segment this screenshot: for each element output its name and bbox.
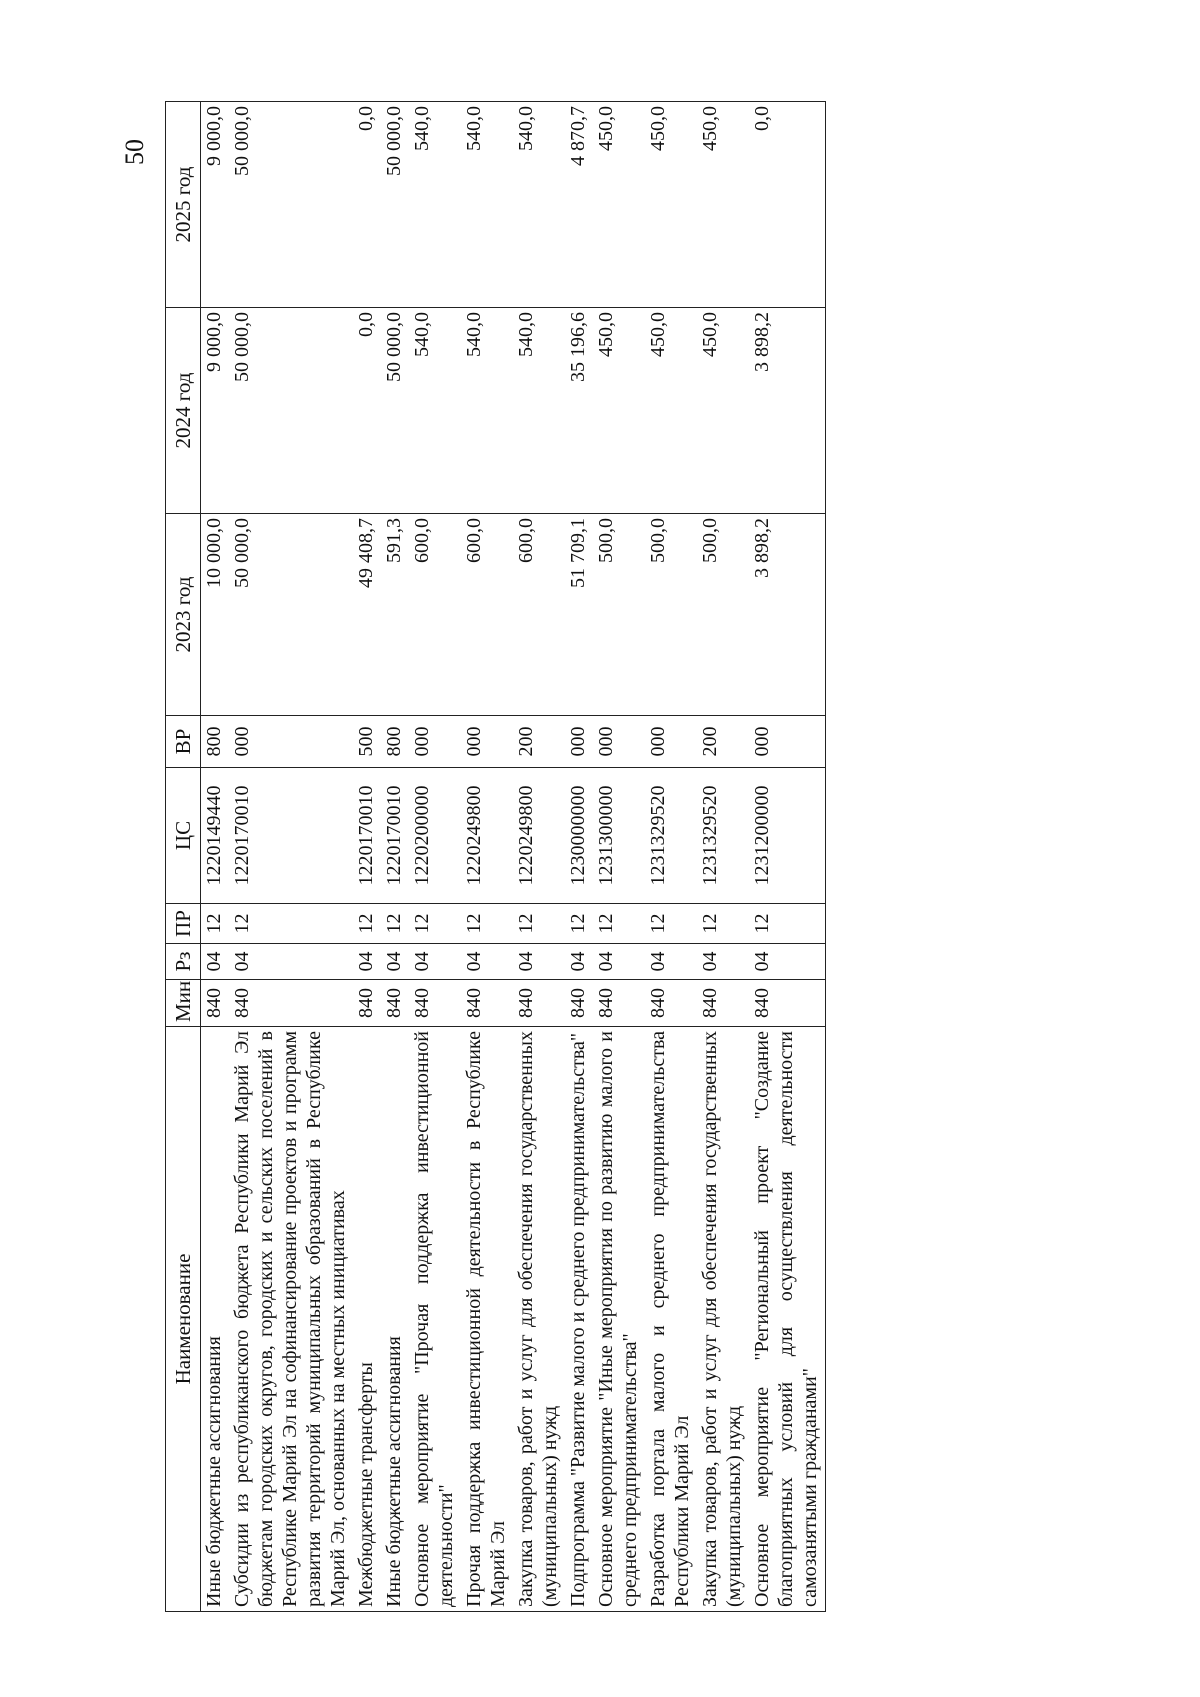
cell-rz: 04 xyxy=(645,944,697,980)
cell-2023: 3 898,2 xyxy=(749,514,826,716)
cell-2025: 9 000,0 xyxy=(201,102,230,308)
cell-2025: 0,0 xyxy=(353,102,381,308)
table-row xyxy=(201,102,230,1612)
cell-2023: 500,0 xyxy=(697,514,749,716)
cell-2025: 540,0 xyxy=(513,102,565,308)
cell-2024: 50 000,0 xyxy=(229,308,353,514)
cell-pr: 12 xyxy=(645,904,697,944)
cell-2024: 0,0 xyxy=(353,308,381,514)
cell-name: Субсидии из республиканского бюджета Республики Марий Эл бюджетам городских округов, городских и сельских поселений в Республике Марий Эл на софинансирование проектов и программ развития территорий муниципальных образований в Республике Марий Эл, основанных на местных инициативах xyxy=(229,1027,353,1612)
cell-2023: 50 000,0 xyxy=(229,514,353,716)
cell-vr: 500 xyxy=(353,716,381,768)
page-number: 50 xyxy=(120,139,149,165)
cell-pr: 12 xyxy=(749,904,826,944)
cell-rz: 04 xyxy=(353,944,381,980)
cell-2024: 50 000,0 xyxy=(381,308,409,514)
cell-min: 840 xyxy=(353,980,381,1027)
cell-min: 840 xyxy=(381,980,409,1027)
cell-rz: 04 xyxy=(409,944,461,980)
cell-rz: 04 xyxy=(749,944,826,980)
cell-rz: 04 xyxy=(229,944,353,980)
cell-vr: 800 xyxy=(381,716,409,768)
cell-pr: 12 xyxy=(513,904,565,944)
cell-vr: 000 xyxy=(229,716,353,768)
cell-pr: 12 xyxy=(461,904,513,944)
cell-2025: 450,0 xyxy=(697,102,749,308)
cell-pr: 12 xyxy=(409,904,461,944)
cell-name: Подпрограмма "Развитие малого и среднего предпринимательства" xyxy=(565,1027,593,1612)
cell-min: 840 xyxy=(565,980,593,1027)
cell-vr: 200 xyxy=(697,716,749,768)
table-row xyxy=(513,102,565,1612)
header-2025: 2025 год xyxy=(166,102,201,308)
table-row xyxy=(353,102,381,1612)
cell-2024: 450,0 xyxy=(697,308,749,514)
table-row xyxy=(593,102,645,1612)
cell-2025: 50 000,0 xyxy=(229,102,353,308)
cell-rz: 04 xyxy=(381,944,409,980)
cell-min: 840 xyxy=(749,980,826,1027)
cell-min: 840 xyxy=(513,980,565,1027)
cell-2024: 3 898,2 xyxy=(749,308,826,514)
header-2023: 2023 год xyxy=(166,514,201,716)
cell-min: 840 xyxy=(409,980,461,1027)
cell-2024: 540,0 xyxy=(461,308,513,514)
cell-2025: 4 870,7 xyxy=(565,102,593,308)
cell-2024: 540,0 xyxy=(513,308,565,514)
cell-name: Основное мероприятие "Региональный проект "Создание благоприятных условий для осуществления деятельности самозанятыми гражданами" xyxy=(749,1027,826,1612)
cell-min: 840 xyxy=(461,980,513,1027)
cell-vr: 800 xyxy=(201,716,230,768)
cell-min: 840 xyxy=(645,980,697,1027)
cell-2025: 50 000,0 xyxy=(381,102,409,308)
cell-2025: 450,0 xyxy=(645,102,697,308)
table-row xyxy=(749,102,826,1612)
table-row xyxy=(381,102,409,1612)
cell-2025: 450,0 xyxy=(593,102,645,308)
cell-name: Разработка портала малого и среднего предпринимательства Республики Марий Эл xyxy=(645,1027,697,1612)
cell-rz: 04 xyxy=(565,944,593,980)
cell-2025: 540,0 xyxy=(461,102,513,308)
cell-2023: 600,0 xyxy=(409,514,461,716)
header-rz: Рз xyxy=(166,944,201,980)
cell-pr: 12 xyxy=(353,904,381,944)
cell-2023: 10 000,0 xyxy=(201,514,230,716)
cell-cs: 1220200000 xyxy=(409,768,461,904)
cell-pr: 12 xyxy=(229,904,353,944)
cell-name: Закупка товаров, работ и услуг для обеспечения государственных (муниципальных) нужд xyxy=(513,1027,565,1612)
cell-name: Иные бюджетные ассигнования xyxy=(381,1027,409,1612)
cell-cs: 1220249800 xyxy=(461,768,513,904)
cell-2024: 9 000,0 xyxy=(201,308,230,514)
cell-pr: 12 xyxy=(593,904,645,944)
cell-pr: 12 xyxy=(565,904,593,944)
cell-pr: 12 xyxy=(201,904,230,944)
cell-vr: 000 xyxy=(645,716,697,768)
cell-name: Основное мероприятие "Прочая поддержка инвестиционной деятельности" xyxy=(409,1027,461,1612)
table-row xyxy=(697,102,749,1612)
cell-cs: 1220170010 xyxy=(381,768,409,904)
cell-2023: 600,0 xyxy=(513,514,565,716)
cell-2024: 35 196,6 xyxy=(565,308,593,514)
cell-cs: 1231200000 xyxy=(749,768,826,904)
table-body xyxy=(201,102,826,1612)
budget-table xyxy=(165,101,826,1612)
cell-2025: 540,0 xyxy=(409,102,461,308)
cell-cs: 1231329520 xyxy=(697,768,749,904)
cell-2025: 0,0 xyxy=(749,102,826,308)
table-row xyxy=(461,102,513,1612)
cell-pr: 12 xyxy=(381,904,409,944)
cell-cs: 1220149440 xyxy=(201,768,230,904)
cell-min: 840 xyxy=(593,980,645,1027)
cell-2023: 51 709,1 xyxy=(565,514,593,716)
cell-rz: 04 xyxy=(201,944,230,980)
cell-name: Закупка товаров, работ и услуг для обеспечения государственных (муниципальных) нужд xyxy=(697,1027,749,1612)
cell-2024: 540,0 xyxy=(409,308,461,514)
header-min: Мин xyxy=(166,980,201,1027)
cell-vr: 000 xyxy=(461,716,513,768)
cell-cs: 1220249800 xyxy=(513,768,565,904)
cell-cs: 1230000000 xyxy=(565,768,593,904)
table-row xyxy=(409,102,461,1612)
cell-min: 840 xyxy=(201,980,230,1027)
cell-vr: 000 xyxy=(593,716,645,768)
cell-vr: 000 xyxy=(409,716,461,768)
cell-2024: 450,0 xyxy=(593,308,645,514)
table-row xyxy=(565,102,593,1612)
cell-cs: 1231329520 xyxy=(645,768,697,904)
header-cs: ЦС xyxy=(166,768,201,904)
cell-vr: 000 xyxy=(749,716,826,768)
header-row xyxy=(166,102,201,1612)
cell-2023: 500,0 xyxy=(593,514,645,716)
cell-name: Межбюджетные трансферты xyxy=(353,1027,381,1612)
cell-cs: 1231300000 xyxy=(593,768,645,904)
cell-cs: 1220170010 xyxy=(229,768,353,904)
cell-name: Прочая поддержка инвестиционной деятельности в Республике Марий Эл xyxy=(461,1027,513,1612)
header-vr: ВР xyxy=(166,716,201,768)
cell-pr: 12 xyxy=(697,904,749,944)
cell-name: Основное мероприятие "Иные мероприятия по развитию малого и среднего предпринимательства" xyxy=(593,1027,645,1612)
cell-2023: 500,0 xyxy=(645,514,697,716)
cell-cs: 1220170010 xyxy=(353,768,381,904)
header-pr: ПР xyxy=(166,904,201,944)
cell-vr: 200 xyxy=(513,716,565,768)
header-2024: 2024 год xyxy=(166,308,201,514)
cell-2023: 600,0 xyxy=(461,514,513,716)
cell-rz: 04 xyxy=(461,944,513,980)
table-row xyxy=(229,102,353,1612)
cell-vr: 000 xyxy=(565,716,593,768)
cell-rz: 04 xyxy=(593,944,645,980)
cell-min: 840 xyxy=(697,980,749,1027)
header-name: Наименование xyxy=(166,1027,201,1612)
cell-2023: 591,3 xyxy=(381,514,409,716)
cell-rz: 04 xyxy=(513,944,565,980)
cell-rz: 04 xyxy=(697,944,749,980)
cell-min: 840 xyxy=(229,980,353,1027)
cell-name: Иные бюджетные ассигнования xyxy=(201,1027,230,1612)
cell-2024: 450,0 xyxy=(645,308,697,514)
table-row xyxy=(645,102,697,1612)
cell-2023: 49 408,7 xyxy=(353,514,381,716)
